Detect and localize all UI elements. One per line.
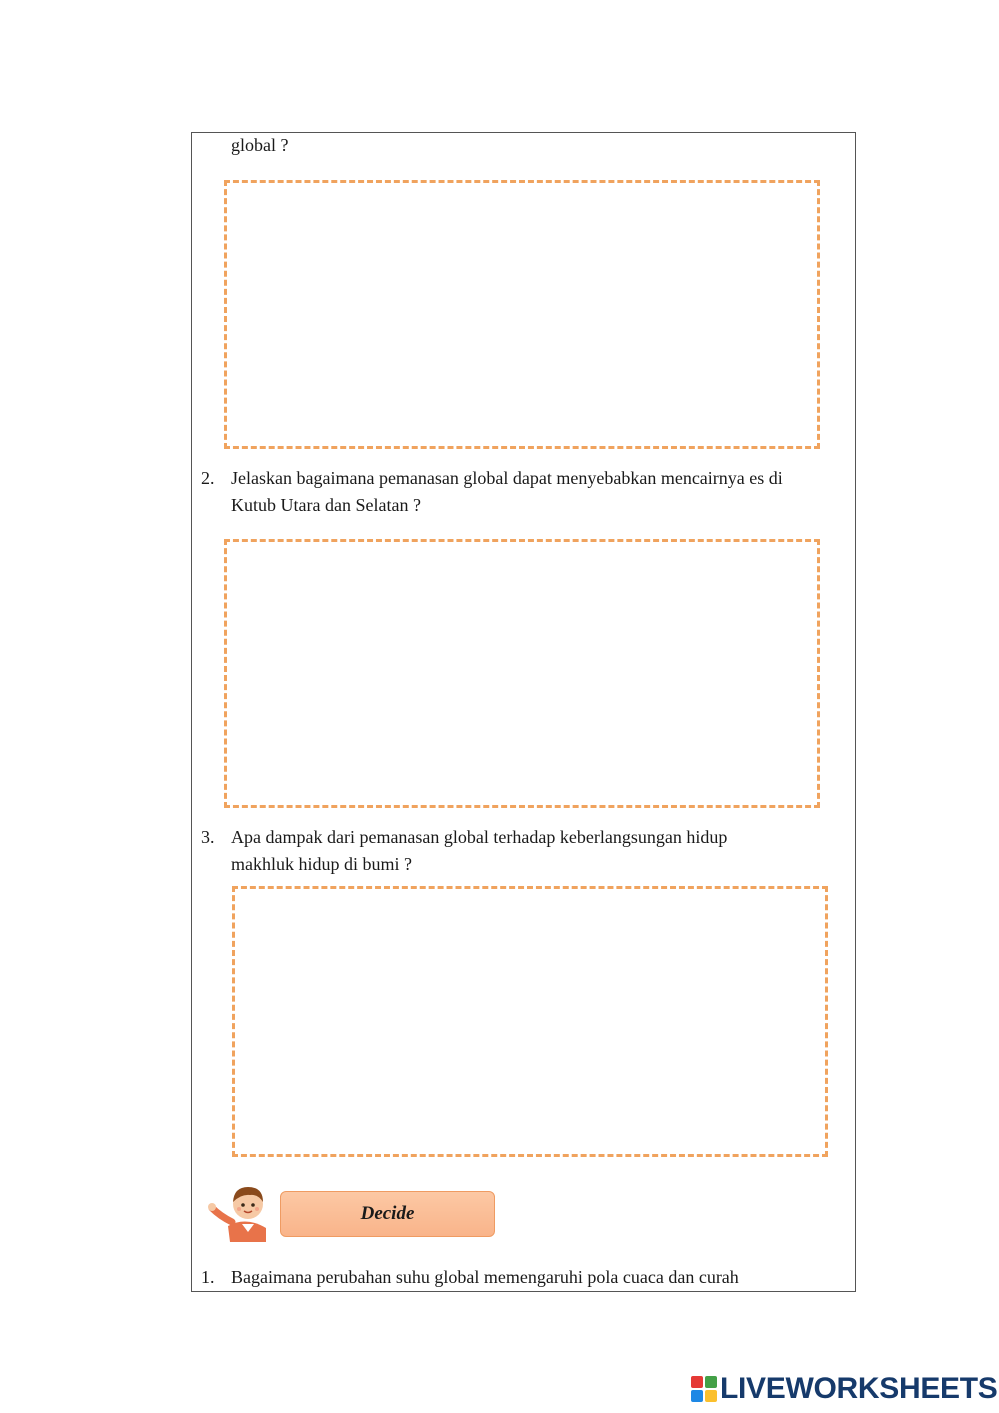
liveworksheets-logo-icon xyxy=(690,1375,718,1403)
question-2-line-1: Jelaskan bagaimana pemanasan global dapat menyebabkan mencairnya es di xyxy=(231,468,783,488)
question-2-line-2: Kutub Utara dan Selatan ? xyxy=(231,495,421,515)
question-2-number: 2. xyxy=(201,468,215,488)
logo-text: LIVEWORKSHEETS xyxy=(720,1372,998,1405)
answer-box-1[interactable] xyxy=(224,180,820,449)
liveworksheets-logo xyxy=(690,1372,998,1406)
boy-waving-icon xyxy=(208,1182,272,1244)
decide-section-button[interactable]: Decide xyxy=(280,1191,495,1237)
next-question-number: 1. xyxy=(201,1267,215,1287)
question-3-number: 3. xyxy=(201,827,215,847)
answer-box-3[interactable] xyxy=(232,886,828,1157)
next-question-line-1: Bagaimana perubahan suhu global memengaruhi pola cuaca dan curah xyxy=(231,1267,739,1287)
carryover-text: global ? xyxy=(231,135,289,155)
answer-box-2[interactable] xyxy=(224,539,820,808)
question-3-line-1: Apa dampak dari pemanasan global terhadap keberlangsungan hidup xyxy=(231,827,728,847)
question-3-line-2: makhluk hidup di bumi ? xyxy=(231,854,412,874)
